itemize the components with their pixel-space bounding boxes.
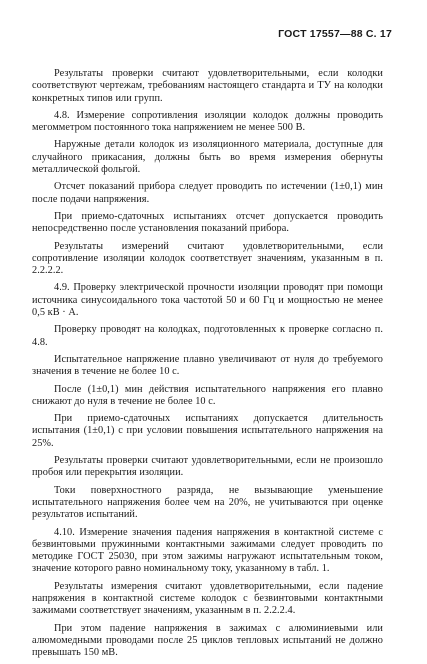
- paragraph: 4.9. Проверку электрической прочности изоляции проводят при помощи источника синусоидального тока частотой 50 и 60 Гц и мощностью не менее 0,5 кВ · А.: [32, 282, 383, 319]
- page-header: ГОСТ 17557—88 С. 17: [278, 28, 392, 40]
- paragraph: Отсчет показаний прибора следует проводить по истечении (1±0,1) мин после подачи напряжения.: [32, 181, 383, 205]
- paragraph: Результаты проверки считают удовлетворительными, если не произошло пробоя или перекрытия изоляции.: [32, 455, 383, 479]
- paragraph: Результаты измерений считают удовлетворительными, если сопротивление изоляции колодок соответствует значениям, указанным в п. 2.2.2.2.: [32, 240, 383, 277]
- paragraph: Токи поверхностного разряда, не вызывающие уменьшение испытательного напряжения более чем на 20%, не учитываются при оценке результатов испытаний.: [32, 484, 383, 521]
- paragraph: 4.10. Измерение значения падения напряжения в контактной системе с безвинтовыми пружинными контактными зажимами следует проводить по методике ГОСТ 25030, при этом зажимы нагружают испытательным током, значение которого равно номинальному току, указанному в табл. 1.: [32, 526, 383, 575]
- paragraph: Результаты проверки считают удовлетворительными, если колодки соответствуют чертежам, требованиям настоящего стандарта и ТУ на колодки конкретных типов или групп.: [32, 68, 383, 104]
- paragraph: Проверку проводят на колодках, подготовленных к проверке согласно п. 4.8.: [32, 324, 383, 348]
- document-body: [32, 68, 383, 664]
- paragraph: 4.8. Измерение сопротивления изоляции колодок должны проводить мегомметром постоянного тока напряжением не менее 500 В.: [32, 109, 383, 134]
- paragraph: При приемо-сдаточных испытаниях отсчет допускается проводить непосредственно после установления показаний прибора.: [32, 210, 383, 235]
- paragraph: Испытательное напряжение плавно увеличивают от нуля до требуемого значения в течение не более 10 с.: [32, 353, 383, 378]
- paragraph: Наружные детали колодок из изоляционного материала, доступные для случайного прикасания, должны быть во время измерения обернуты металлической фольгой.: [32, 139, 383, 176]
- paragraph: При этом падение напряжения в зажимах с алюминиевыми или алюмомедными проводами после 25 циклов тепловых испытаний не должно превышать 150 мВ.: [32, 622, 383, 659]
- paragraph: При приемо-сдаточных испытаниях допускается длительность испытания (1±0,1) с при условии повышения испытательного напряжения на 25%.: [32, 413, 383, 449]
- paragraph: После (1±0,1) мин действия испытательного напряжения его плавно снижают до нуля в течение не более 10 с.: [32, 383, 383, 407]
- paragraph: Результаты измерения считают удовлетворительными, если падение напряжения в контактной системе колодок с безвинтовыми контактными зажимами соответствует значениям, указанным в п. 2.2.2.4.: [32, 580, 383, 617]
